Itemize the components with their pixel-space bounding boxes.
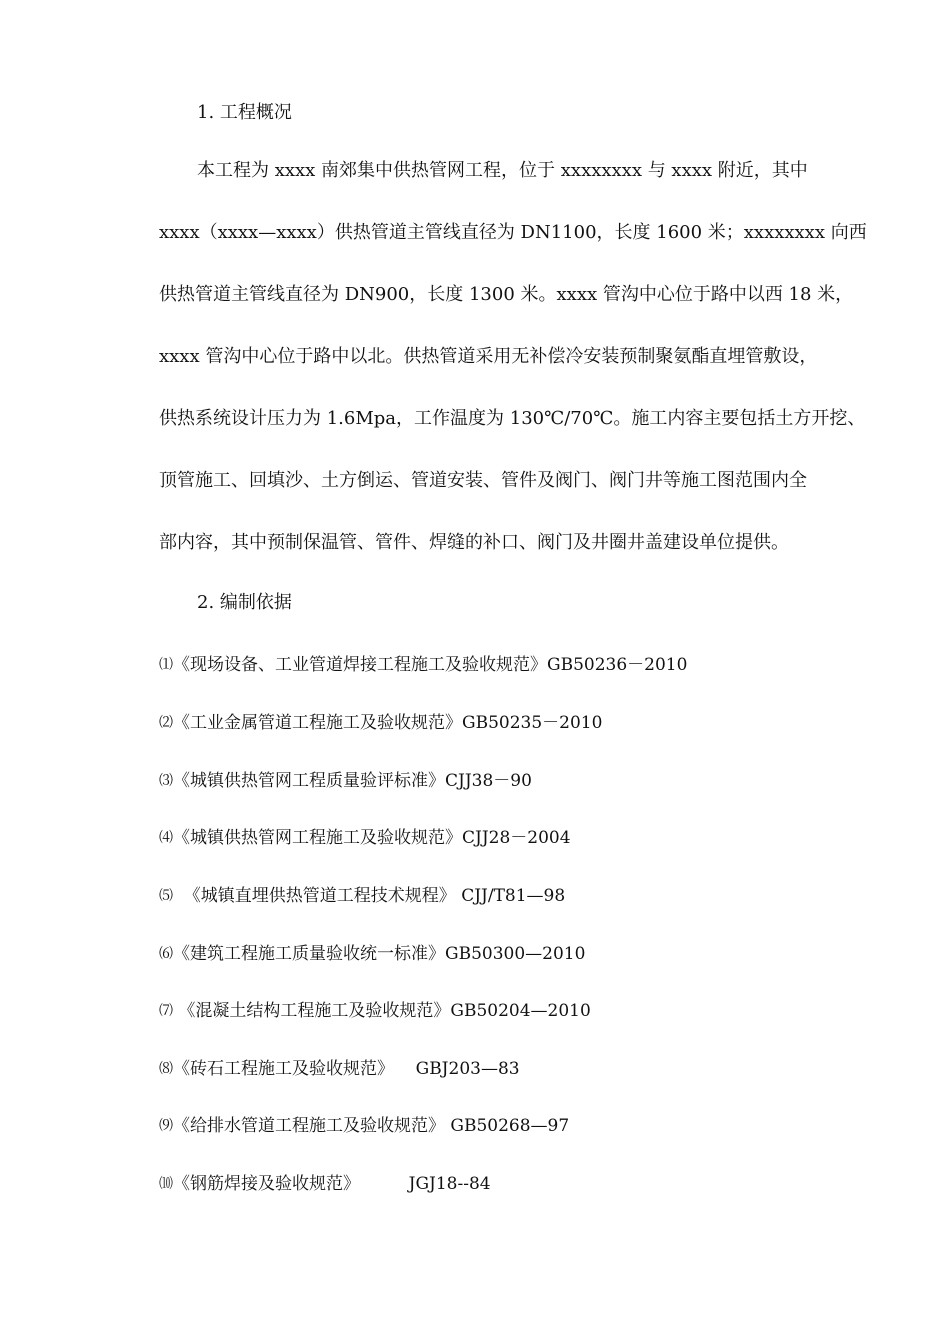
reference-number: ⑷ xyxy=(159,830,173,846)
paragraph-line: 本工程为 xxxx 南郊集中供热管网工程，位于 xxxxxxxx 与 xxxx 附近，其中 xyxy=(197,160,808,181)
reference-text: 《给排水管道工程施工及验收规范》 GB50268—97 xyxy=(173,1116,570,1136)
reference-text: 《城镇供热管网工程施工及验收规范》CJJ28－2004 xyxy=(173,828,571,848)
reference-number: ⑸ xyxy=(159,888,173,904)
reference-text: 《砖石工程施工及验收规范》 GBJ203—83 xyxy=(173,1059,520,1079)
paragraph-line: 部内容，其中预制保温管、管件、焊缝的补口、阀门及井圈井盖建设单位提供。 xyxy=(159,532,789,553)
reference-item xyxy=(159,999,591,1023)
reference-number: ⑹ xyxy=(159,946,173,962)
paragraph-line: 供热管道主管线直径为 DN900，长度 1300 米。xxxx 管沟中心位于路中以西 18 米， xyxy=(159,284,854,305)
paragraph-line: xxxx 管沟中心位于路中以北。供热管道采用无补偿冷安装预制聚氨酯直埋管敷设， xyxy=(159,346,818,367)
reference-text: 《现场设备、工业管道焊接工程施工及验收规范》GB50236－2010 xyxy=(173,655,688,675)
reference-item xyxy=(159,1172,491,1196)
reference-item xyxy=(159,1114,569,1138)
reference-text: 《钢筋焊接及验收规范》 JGJ18--84 xyxy=(173,1174,491,1194)
reference-number: ⑵ xyxy=(159,715,173,731)
reference-text: 《建筑工程施工质量验收统一标准》GB50300—2010 xyxy=(173,944,586,964)
reference-number: ⑻ xyxy=(159,1061,173,1077)
reference-item xyxy=(159,711,602,735)
reference-text: 《混凝土结构工程施工及验收规范》GB50204—2010 xyxy=(173,1001,591,1021)
reference-item xyxy=(159,1057,520,1081)
paragraph-line: xxxx（xxxx—xxxx）供热管道主管线直径为 DN1100，长度 1600 米；xxxxxxxx 向西 xyxy=(159,222,867,243)
reference-item xyxy=(159,884,565,908)
reference-item xyxy=(159,942,585,966)
reference-item xyxy=(159,653,687,677)
reference-text: 《工业金属管道工程施工及验收规范》GB50235－2010 xyxy=(173,713,603,733)
paragraph-line: 供热系统设计压力为 1.6Mpa，工作温度为 130℃/70℃。施工内容主要包括土方开挖、 xyxy=(159,408,866,429)
reference-text: 《城镇直埋供热管道工程技术规程》 CJJ/T81—98 xyxy=(173,886,566,906)
reference-item xyxy=(159,769,532,793)
reference-number: ⑴ xyxy=(159,657,173,673)
reference-number: ⑶ xyxy=(159,773,173,789)
reference-number: ⑽ xyxy=(159,1176,173,1192)
reference-number: ⑺ xyxy=(159,1003,173,1019)
reference-text: 《城镇供热管网工程质量验评标准》CJJ38－90 xyxy=(173,771,532,791)
paragraph-line: 顶管施工、回填沙、土方倒运、管道安装、管件及阀门、阀门井等施工图范围内全 xyxy=(159,470,807,491)
section-heading-basis: 2. 编制依据 xyxy=(197,592,292,613)
section-heading-overview: 1. 工程概况 xyxy=(197,102,292,123)
reference-number: ⑼ xyxy=(159,1118,173,1134)
reference-item xyxy=(159,826,571,850)
